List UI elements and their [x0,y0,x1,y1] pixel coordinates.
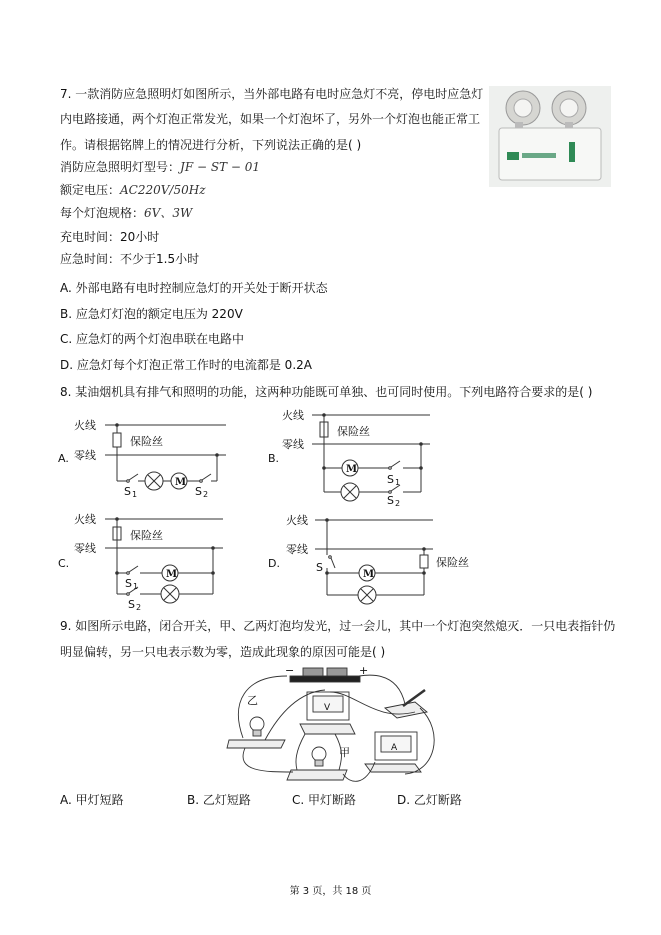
lamp-icon [145,472,163,490]
spec-label: 充电时间： [60,230,121,244]
svg-text:1: 1 [133,582,139,591]
q7-stem-line2: 内电路接通，两个灯泡正常发光，如果一个灯泡坏了，另外一个灯泡也能正常工 [60,112,481,126]
svg-text:1: 1 [132,490,138,499]
circuit-option-d[interactable] [268,513,469,604]
svg-text:乙: 乙 [247,694,258,707]
svg-text:保险丝: 保险丝 [337,425,370,438]
q7-option-a[interactable]: A. 外部电路有电时控制应急灯的开关处于断开状态 [60,281,328,295]
svg-text:保险丝: 保险丝 [436,556,469,569]
spec-label: 消防应急照明灯型号： [60,160,181,174]
svg-text:S: S [316,561,323,574]
svg-text:M: M [363,569,375,580]
circuit-option-b[interactable] [268,408,430,508]
circuit-option-c[interactable] [58,512,223,610]
q8-stem: 8. 某油烟机具有排气和照明的功能，这两种功能既可单独、也可同时使用。下列电路符合要求的是( ) [60,385,593,399]
circuit-b-label: B. [268,452,280,465]
spec-value: JF − ST − 01 [180,160,261,174]
svg-text:火线: 火线 [282,409,304,422]
svg-text:S: S [195,485,202,498]
page-footer: 第 3 页，共 18 页 [289,886,372,897]
circuit-option-a[interactable] [58,418,226,499]
svg-text:保险丝: 保险丝 [130,529,163,542]
spec-value: 6V、3W [144,206,193,220]
spec-label: 应急时间： [60,252,121,266]
q7-spec-bulb [60,205,192,221]
q8-circuit-diagrams [50,405,490,610]
svg-text:S: S [387,473,394,486]
q7-option-d[interactable]: D. 应急灯每个灯泡正常工作时的电流都是 0.2A [60,358,312,372]
live-wire-label: 火线 [74,419,96,432]
svg-text:零线: 零线 [74,542,96,555]
q7-stem-line1: 7. 一款消防应急照明灯如图所示，当外部电路有电时应急灯不亮，停电时应急灯 [60,87,484,101]
svg-text:+: + [359,664,369,677]
fuse-label: 保险丝 [130,435,163,448]
svg-text:2: 2 [203,490,209,499]
svg-text:S: S [128,598,135,610]
q9-stem-line1: 9. 如图所示电路，闭合开关，甲、乙两灯泡均发光，过一会儿，其中一个灯泡突然熄灭．一只电表指针仍 [60,619,616,633]
svg-text:S: S [387,494,394,507]
svg-text:M: M [175,477,187,488]
svg-text:2: 2 [136,603,142,610]
svg-text:−: − [285,664,295,677]
svg-text:零线: 零线 [282,438,304,451]
q7-stem-line3: 作。请根据铭牌上的情况进行分析，下列说法正确的是( ) [60,138,362,152]
svg-text:A: A [391,743,398,753]
circuit-c-label: C. [58,557,70,570]
emergency-light-photo [489,86,611,187]
q7-option-b[interactable]: B. 应急灯灯泡的额定电压为 220V [60,307,243,321]
svg-text:V: V [324,703,331,713]
neutral-wire-label: 零线 [74,449,96,462]
svg-text:火线: 火线 [74,513,96,526]
q9-option-d[interactable]: D. 乙灯断路 [397,793,462,807]
svg-text:S: S [124,485,131,498]
spec-value: AC220V/50Hz [120,183,206,197]
svg-text:甲: 甲 [339,746,350,759]
svg-text:火线: 火线 [286,514,308,527]
spec-value: 20小时 [120,230,160,244]
voltmeter-icon [300,692,355,734]
svg-text:零线: 零线 [286,543,308,556]
battery-icon [290,668,360,682]
svg-text:S: S [125,577,132,590]
circuit-d-label: D. [268,557,280,570]
q9-option-a[interactable]: A. 甲灯短路 [60,793,124,807]
spec-label: 每个灯泡规格： [60,206,145,220]
q7-spec-model [60,159,260,175]
svg-text:M: M [346,464,358,475]
circuit-a-label: A. [58,452,69,465]
q7-spec-emergency [60,251,199,267]
q7-spec-voltage [60,182,206,198]
q9-option-c[interactable]: C. 甲灯断路 [292,793,357,807]
spec-label: 额定电压： [60,183,121,197]
q9-stem-line2: 明显偏转，另一只电表示数为零，造成此现象的原因可能是( ) [60,645,386,659]
q7-spec-charge [60,229,159,245]
q9-circuit-picture [225,662,445,787]
svg-text:2: 2 [395,499,401,508]
q9-option-b[interactable]: B. 乙灯短路 [187,793,251,807]
svg-text:M: M [166,569,178,580]
fuse-icon [113,433,121,447]
spec-value: 不少于1.5小时 [120,252,200,266]
q7-option-c[interactable]: C. 应急灯的两个灯泡串联在电路中 [60,332,245,346]
svg-text:1: 1 [395,478,401,487]
